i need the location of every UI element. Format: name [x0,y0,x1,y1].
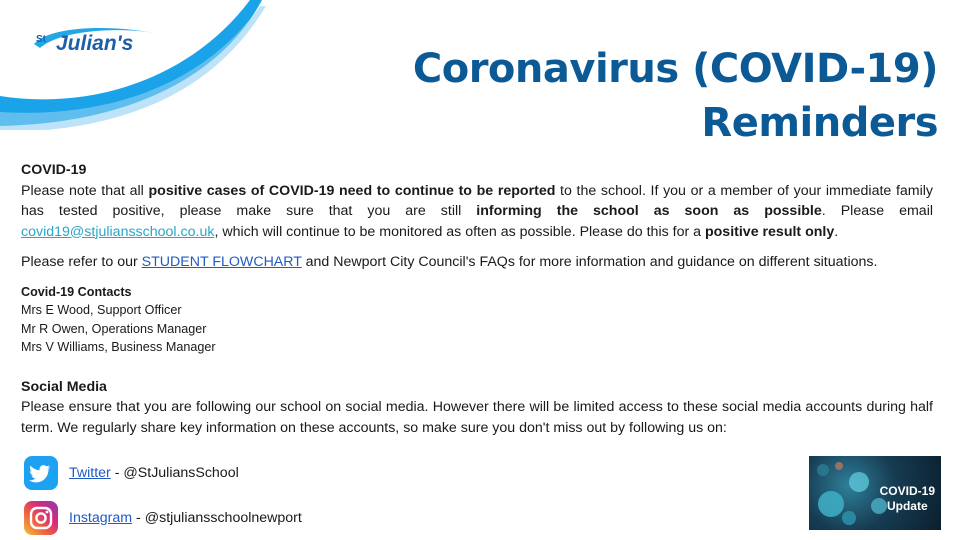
title-line-1: Coronavirus (COVID-19) [412,46,938,92]
title-line-2: Reminders [701,100,938,146]
covid-email-link[interactable]: covid19@stjuliansschool.co.uk [21,223,215,240]
instagram-text [69,510,302,526]
contacts-section [21,283,933,357]
twitter-handle: - @StJuliansSchool [110,465,239,481]
flowchart-text: and Newport City Council's FAQs for more information and guidance on different situations. [301,254,878,270]
covid-text: to the school. If you or a member of your immediate family has tested positive, please make sure that you are still [21,182,934,219]
covid-text: , which will continue to be monitored as often as possible. Please do this for a [214,223,705,240]
contacts-heading: Covid-19 Contacts [21,284,132,299]
twitter-text [69,465,239,481]
covid-text: . Please email [821,203,934,219]
twitter-bird-icon[interactable] [24,456,58,490]
covid-heading: COVID-19 [21,162,87,178]
covid-text: Please note that all [21,182,149,199]
social-paragraph: Please ensure that you are following our school on social media. However there will be limited access to these social media accounts during half term. We regularly share key information on these accounts, so make sure you don't miss out by following us on: [21,399,933,436]
covid-text: . [834,223,839,240]
student-flowchart-link[interactable]: STUDENT FLOWCHART [141,254,302,270]
contact-item: Mrs V Williams, Business Manager [21,340,216,354]
covid-bold-text: positive cases of COVID-19 need to continue to be reported [148,182,556,199]
instagram-row [24,501,324,535]
logo-st: St [36,34,46,45]
instagram-link[interactable]: Instagram [69,510,133,526]
contact-item: Mr R Owen, Operations Manager [21,321,207,336]
instagram-camera-icon[interactable] [24,501,58,535]
covid-update-badge [809,456,941,530]
logo-name: Julian's [56,32,134,55]
main-content [21,160,933,438]
flowchart-text: Please refer to our [21,254,142,270]
page-title [413,42,938,150]
twitter-link[interactable]: Twitter [69,465,111,481]
instagram-handle: - @stjuliansschoolnewport [132,510,302,526]
covid-bold-text: informing the school as soon as possible [476,203,822,219]
badge-label [880,484,935,514]
decorative-swoosh [0,0,270,130]
social-heading: Social Media [21,378,107,395]
contact-item: Mrs E Wood, Support Officer [21,303,182,317]
flowchart-paragraph [21,252,933,273]
covid-paragraph [21,181,933,243]
badge-line-2: Update [886,499,928,513]
covid-bold-text: positive result only [704,223,835,240]
twitter-row [24,456,324,490]
badge-line-1: COVID-19 [879,484,935,498]
